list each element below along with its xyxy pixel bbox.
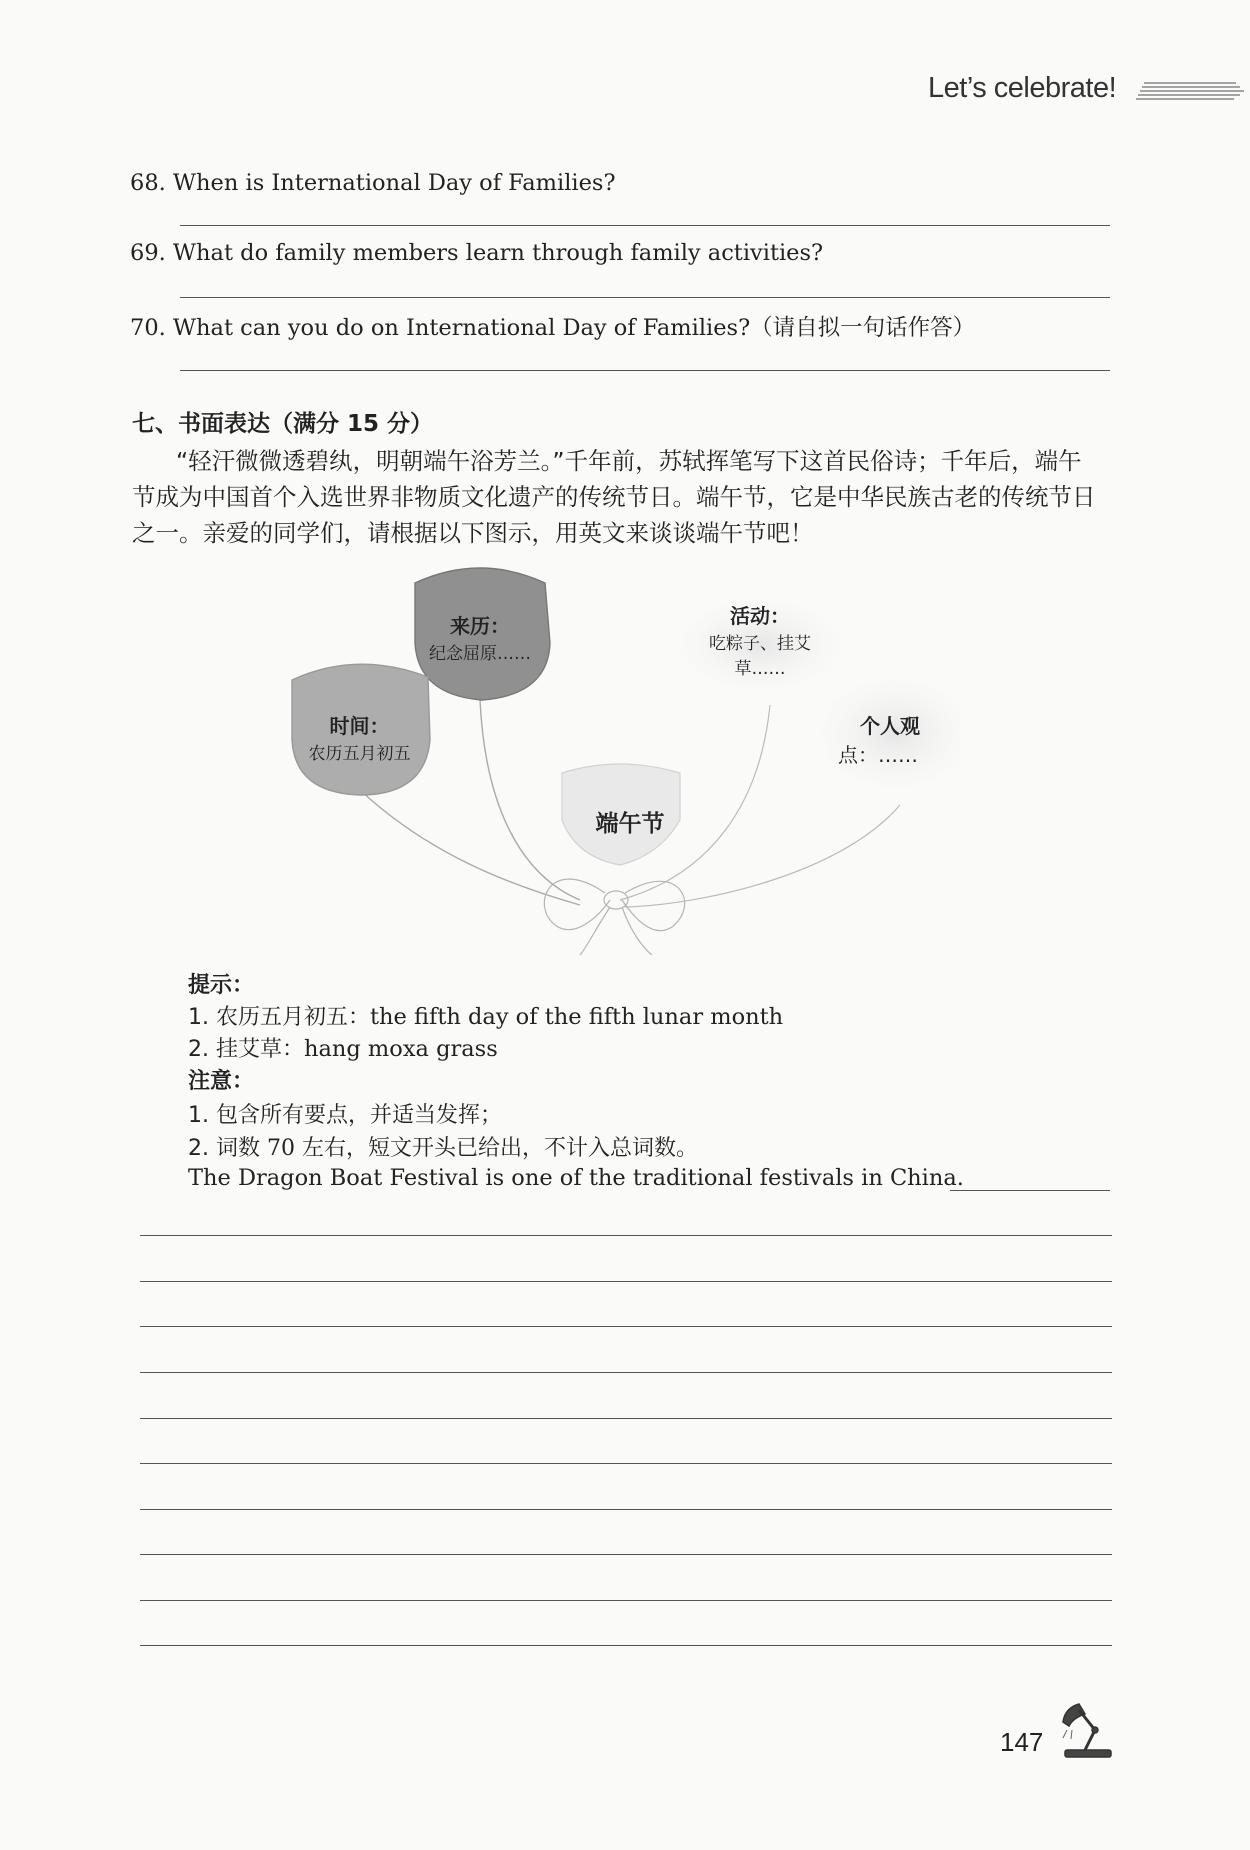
page-number: 147 <box>1000 1727 1044 1757</box>
mindmap-node-time <box>292 710 427 764</box>
writing-line[interactable] <box>140 1235 1112 1236</box>
writing-line-start[interactable] <box>950 1190 1110 1191</box>
note-2 <box>188 1131 698 1162</box>
writing-line[interactable] <box>140 1372 1112 1373</box>
tip-2 <box>188 1032 498 1063</box>
mindmap-node-activities <box>690 600 830 679</box>
opinion-head-1: 个人观 <box>860 714 920 738</box>
tip-2-en: hang moxa grass <box>303 1036 498 1062</box>
writing-line[interactable] <box>140 1281 1112 1282</box>
desk-lamp-icon <box>1055 1692 1115 1762</box>
note-2-number: 70 <box>266 1136 295 1161</box>
writing-line[interactable] <box>140 1645 1112 1646</box>
tip-2-cn: 2. 挂艾草： <box>188 1037 304 1062</box>
chapter-title: Let’s celebrate! <box>928 72 1117 104</box>
mindmap-node-opinion <box>838 710 958 768</box>
tips-title: 提示： <box>188 973 255 998</box>
origin-body: 纪念屈原…… <box>429 644 531 664</box>
writing-line[interactable] <box>140 1326 1112 1327</box>
opinion-head-2: 点：…… <box>838 743 918 767</box>
activities-body-1: 吃粽子、挂艾 <box>709 634 811 654</box>
question-69: 69. What do family members learn through family activities? <box>130 240 824 266</box>
section-title: 七、书面表达（满分 15 分） <box>132 411 434 437</box>
writing-line[interactable] <box>140 1509 1112 1510</box>
header-decoration <box>1136 80 1246 102</box>
start-sentence: The Dragon Boat Festival is one of the traditional festivals in China. <box>188 1165 964 1191</box>
question-68: 68. When is International Day of Families? <box>130 170 616 196</box>
writing-prompt: “轻汗微微透碧纨，明朝端午浴芳兰。”千年前，苏轼挥笔写下这首民俗诗；千年后，端午节成为中国首个入选世界非物质文化遗产的传统节日。端午节，它是中华民族古老的传统节日之一。亲爱的同学们，请根据以下图示，用英文来谈谈端午节吧！ <box>132 447 1096 547</box>
notes-title: 注意： <box>188 1069 255 1094</box>
activities-head: 活动： <box>730 604 790 628</box>
writing-line[interactable] <box>140 1418 1112 1419</box>
writing-line[interactable] <box>140 1554 1112 1555</box>
answer-line-69[interactable] <box>180 297 1110 298</box>
tip-1-en: the fifth day of the fifth lunar month <box>369 1004 784 1030</box>
answer-line-70[interactable] <box>180 370 1110 371</box>
writing-line[interactable] <box>140 1463 1112 1464</box>
note-1: 1. 包含所有要点，并适当发挥； <box>188 1103 502 1128</box>
tip-1 <box>188 1000 783 1031</box>
question-70: 70. What can you do on International Day of Families?（请自拟一句话作答） <box>130 315 976 341</box>
center-label: 端午节 <box>595 811 665 837</box>
activities-body-2: 草…… <box>734 659 786 679</box>
mindmap-node-origin <box>415 610 545 664</box>
answer-line-68[interactable] <box>180 225 1110 226</box>
note-2-part-a: 2. 词数 <box>188 1136 267 1161</box>
mindmap-node-center <box>570 805 690 838</box>
writing-line[interactable] <box>140 1600 1112 1601</box>
origin-head: 来历： <box>450 614 510 638</box>
time-body: 农历五月初五 <box>308 744 411 764</box>
time-head: 时间： <box>329 714 390 738</box>
note-2-part-b: 左右，短文开头已给出，不计入总词数。 <box>294 1136 698 1161</box>
tip-1-cn: 1. 农历五月初五： <box>188 1005 370 1030</box>
